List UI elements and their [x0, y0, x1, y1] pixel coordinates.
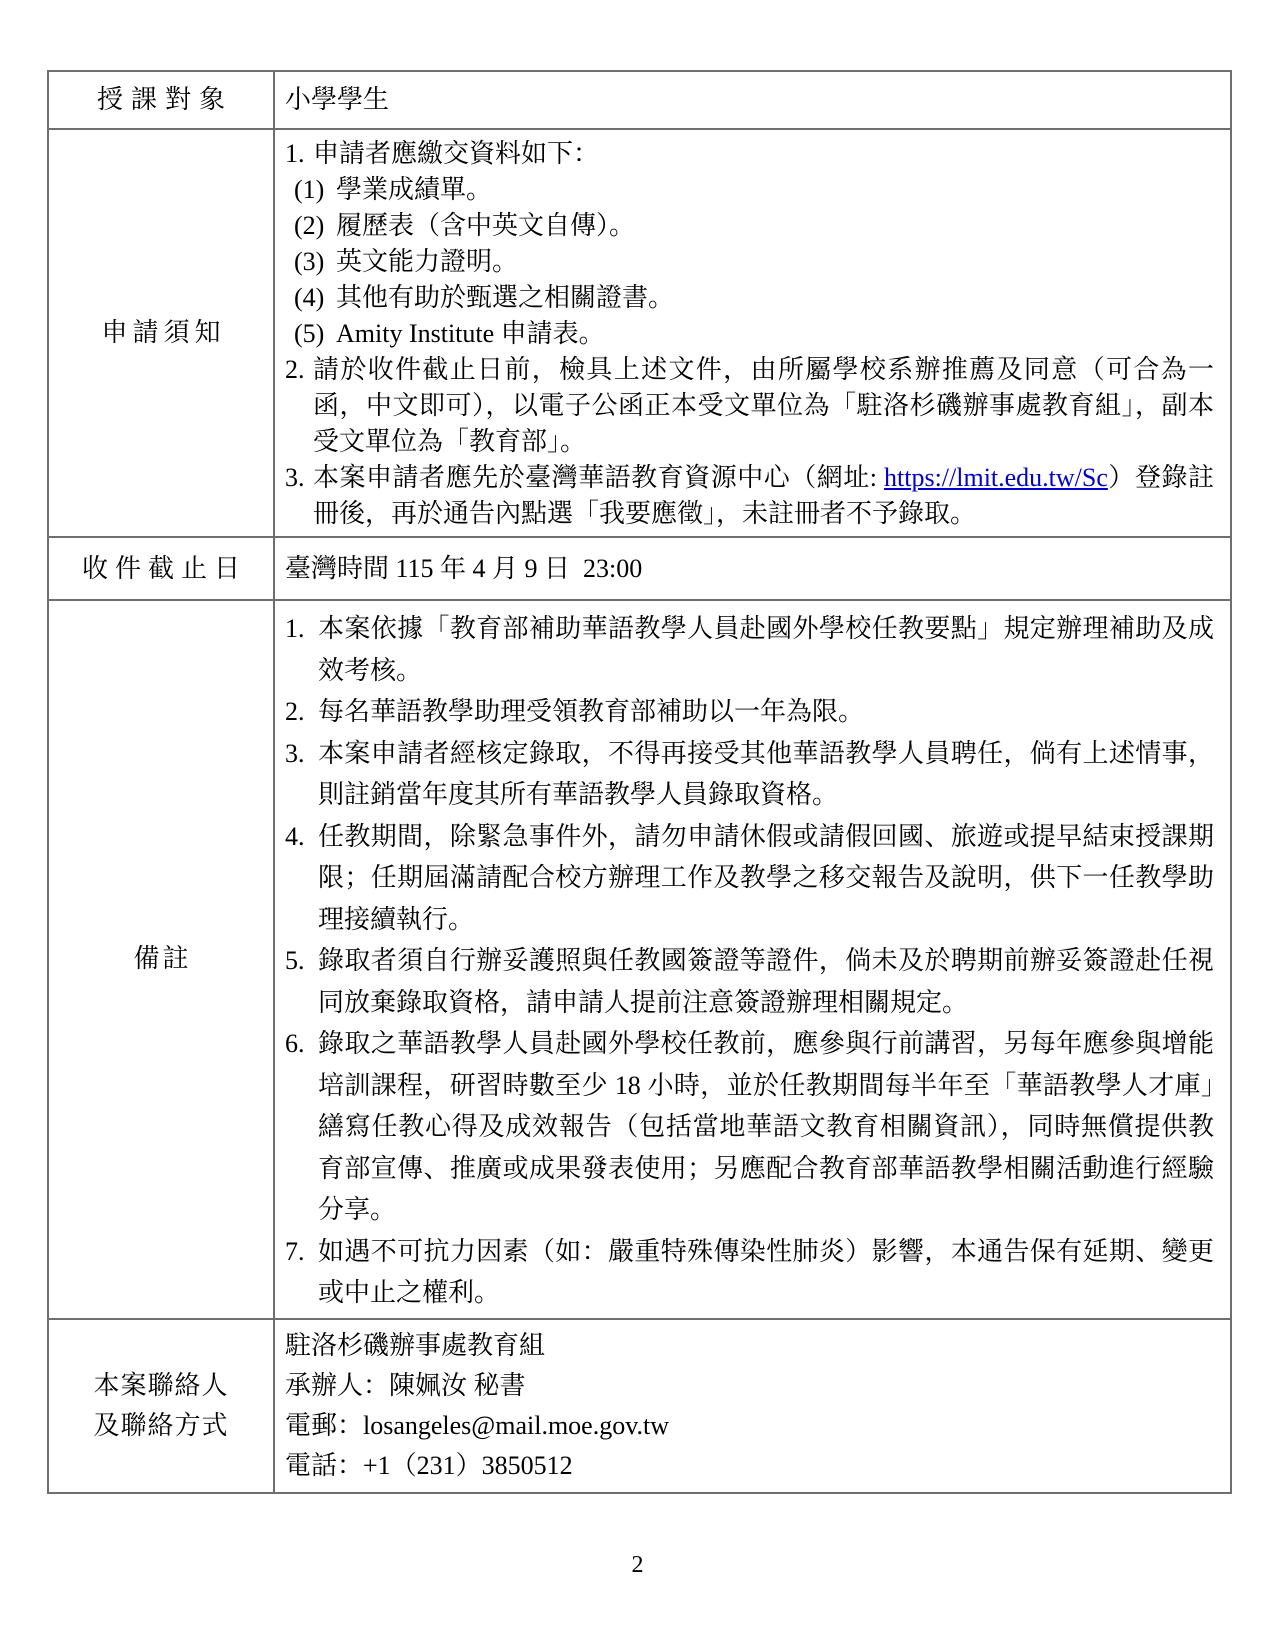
- row-content-teaching-target: [274, 71, 1231, 129]
- sub-list-item: [294, 316, 1214, 352]
- sub-list-item: [294, 280, 1214, 316]
- row-application-notes: [48, 129, 1231, 537]
- list-item: [285, 816, 1214, 941]
- list-item: [285, 733, 1214, 816]
- text-line: 駐洛杉磯辦事處教育組: [285, 1330, 546, 1360]
- list-item: [285, 608, 1214, 691]
- row-teaching-target: [48, 71, 1231, 129]
- resource-center-link[interactable]: https://lmit.edu.tw/Sc: [884, 463, 1108, 492]
- list-item: [285, 352, 1214, 460]
- row-label-text: 收件截止日: [81, 553, 247, 583]
- item-number: 3.: [285, 463, 305, 492]
- row-label-text: 申請須知: [101, 318, 226, 347]
- row-content-contact: [274, 1319, 1231, 1493]
- item-number: 1.: [285, 614, 305, 643]
- item-number: (3): [294, 247, 325, 276]
- row-label-text: 備註: [133, 944, 192, 974]
- row-label-contact: [48, 1319, 274, 1493]
- row-label-text: 本案聯絡人: [93, 1370, 229, 1400]
- item-text: 每名華語教學助理受領教育部補助以一年為限。: [318, 697, 865, 726]
- row-content-deadline: [274, 537, 1231, 600]
- item-text: 英文能力證明。: [336, 247, 519, 276]
- row-deadline: [48, 537, 1231, 600]
- row-label-remarks: [48, 600, 274, 1319]
- item-text: 其他有助於甄選之相關證書。: [336, 283, 675, 312]
- item-number: (5): [294, 319, 325, 348]
- row-label-teaching-target: [48, 71, 274, 129]
- text-line: 臺灣時間 115 年 4 月 9 日 23:00: [285, 553, 643, 583]
- item-number: 2.: [285, 697, 305, 726]
- text-line: 電話：+1（231）3850512: [285, 1450, 573, 1480]
- item-number: 4.: [285, 821, 305, 851]
- text-line: 承辦人：陳姵汝 秘書: [285, 1370, 526, 1400]
- page-number: 2: [631, 1552, 644, 1578]
- text-line: 電郵：losangeles@mail.moe.gov.tw: [285, 1410, 670, 1440]
- row-label-application-notes: [48, 129, 274, 537]
- item-text: 履歷表（含中英文自傳）。: [336, 211, 636, 240]
- item-number: 6.: [285, 1029, 305, 1058]
- row-label-text: 授課對象: [96, 85, 233, 114]
- item-number: 3.: [285, 738, 305, 768]
- list-item: [285, 940, 1214, 1023]
- row-remarks: [48, 600, 1231, 1319]
- list-item: [285, 136, 1214, 172]
- row-content-application-notes: [274, 129, 1231, 537]
- item-number: (1): [294, 175, 325, 204]
- item-text: 本案申請者經核定錄取，不得再接受其他華語教學人員聘任，倘有上述情事，則註銷當年度其所有華語教學人員錄取資格。: [318, 738, 1214, 809]
- item-text: 申請者應繳交資料如下：: [313, 139, 600, 168]
- sub-list-item: [294, 208, 1214, 244]
- item-text: 任教期間，除緊急事件外，請勿申請休假或請假回國、旅遊或提早結束授課期限；任期屆滿請配合校方辦理工作及教學之移交報告及說明，供下一任教學助理接續執行。: [318, 821, 1214, 934]
- row-label-text: 及聯絡方式: [93, 1410, 229, 1440]
- item-text: 錄取之華語教學人員赴國外學校任教前，應參與行前講習，另每年應參與增能培訓課程，研習時數至少 18 小時，並於任教期間每半年至「華語教學人才庫」繕寫任教心得及成效報告（包括當地華語文教育相關資訊），同時無償提供教育部宣傳、推廣或成果發表使用；另應配合教育部華語教學相關活動進行經驗分享。: [318, 1029, 1214, 1224]
- sub-list-item: [294, 172, 1214, 208]
- list-item: [285, 1231, 1214, 1314]
- list-item: [285, 1023, 1214, 1231]
- row-label-deadline: [48, 537, 274, 600]
- item-number: 7.: [285, 1236, 305, 1266]
- item-number: 2.: [285, 355, 305, 384]
- item-text: Amity Institute 申請表。: [336, 319, 605, 348]
- item-text: 本案申請者應先於臺灣華語教育資源中心（網址: https://lmit.edu.tw/Sc）登錄註冊後，再於通告內點選「我要應徵」，未註冊者不予錄取。: [313, 463, 1214, 528]
- item-text: 錄取者須自行辦妥護照與任教國簽證等證件，倘未及於聘期前辦妥簽證赴任視同放棄錄取資格，請申請人提前注意簽證辦理相關規定。: [318, 946, 1214, 1017]
- item-text: 本案依據「教育部補助華語教學人員赴國外學校任教要點」規定辦理補助及成效考核。: [318, 614, 1214, 685]
- list-item: [285, 460, 1214, 532]
- text-line: 小學學生: [285, 85, 390, 114]
- list-item: [285, 691, 1214, 733]
- row-contact: [48, 1319, 1231, 1493]
- item-text: 學業成績單。: [336, 175, 493, 204]
- item-text: 請於收件截止日前，檢具上述文件，由所屬學校系辦推薦及同意（可合為一函，中文即可），以電子公函正本受文單位為「駐洛杉磯辦事處教育組」，副本受文單位為「教育部」。: [313, 355, 1214, 456]
- item-number: 1.: [285, 139, 305, 168]
- row-content-remarks: [274, 600, 1231, 1319]
- item-number: (2): [294, 211, 325, 240]
- item-number: (4): [294, 283, 325, 312]
- sub-list-item: [294, 244, 1214, 280]
- item-number: 5.: [285, 946, 305, 975]
- details-table: [47, 70, 1232, 1494]
- item-text: 如遇不可抗力因素（如：嚴重特殊傳染性肺炎）影響，本通告保有延期、變更或中止之權利。: [318, 1236, 1214, 1307]
